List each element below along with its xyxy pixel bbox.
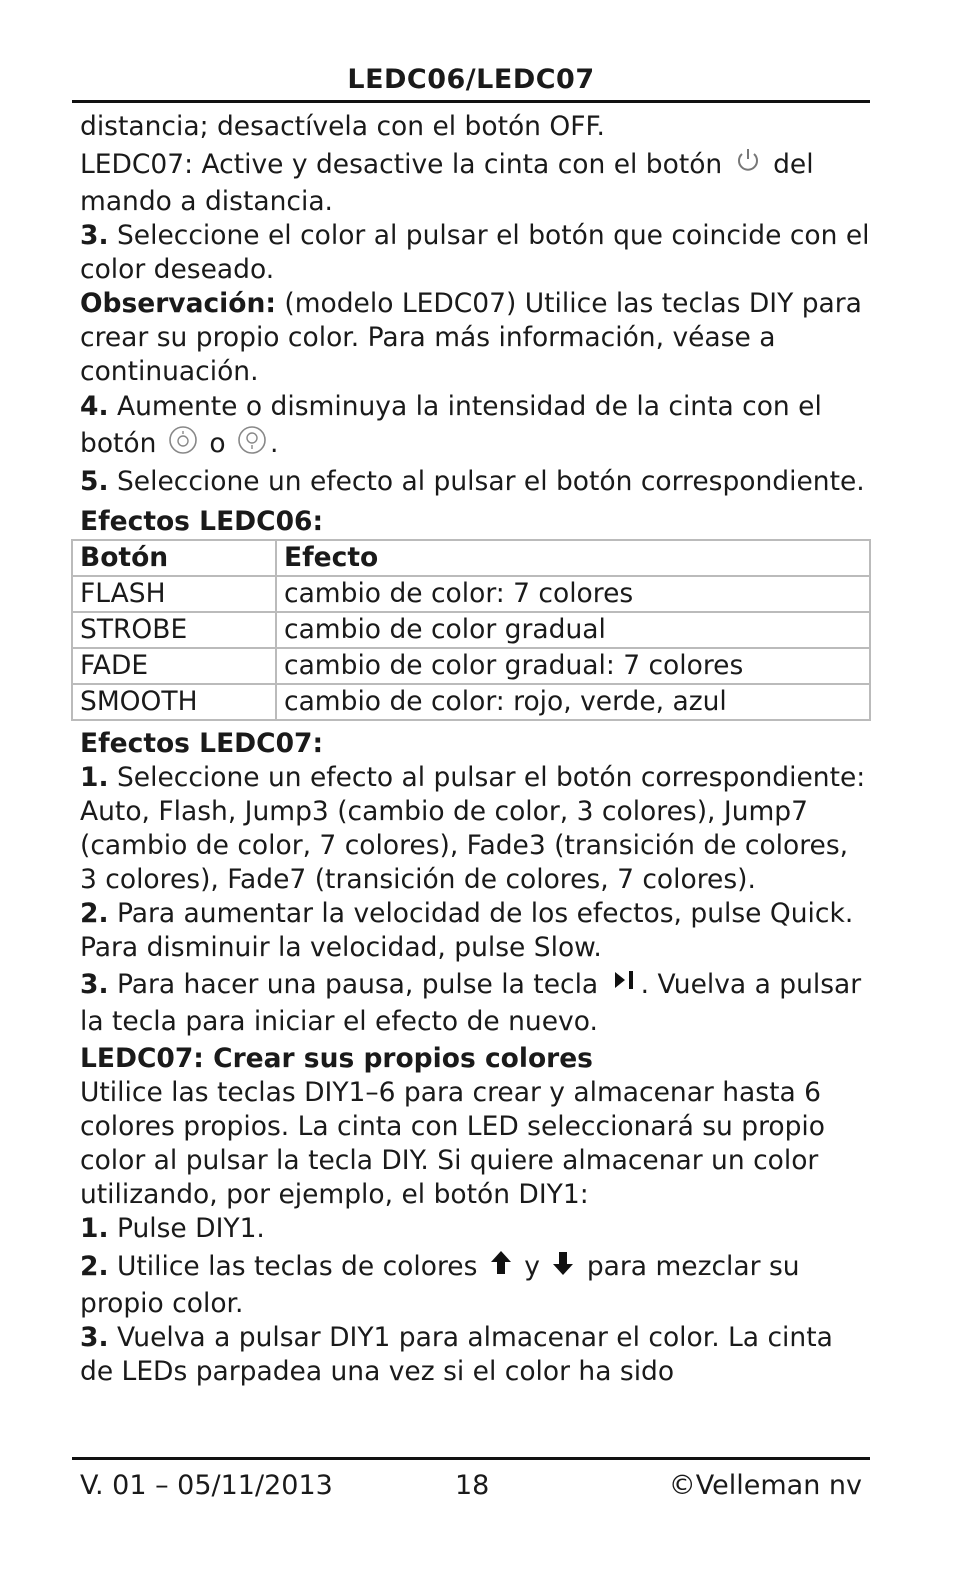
ledc07-heading: Efectos LEDC07:	[80, 728, 324, 759]
footer-version: V. 01 – 05/11/2013	[80, 1470, 333, 1501]
step: 5. Seleccione un efecto al pulsar el botón correspondiente.	[80, 466, 865, 497]
table-row	[72, 612, 870, 648]
paragraph: LEDC07: Active y desactive la cinta con el botón del mando a distancia.	[80, 146, 870, 219]
step: 3. Vuelva a pulsar DIY1 para almacenar el color. La cinta de LEDs parpadea una vez si el color ha sido	[80, 1322, 833, 1387]
table-cell: cambio de color gradual: 7 colores	[276, 648, 870, 684]
step: 2. Utilice las teclas de colores y para mezclar su propio color.	[80, 1248, 870, 1321]
effects-table	[71, 539, 871, 721]
table-row	[72, 576, 870, 612]
step: 3. Para hacer una pausa, pulse la tecla . Vuelva a pulsar la tecla para iniciar el efecto de nuevo.	[80, 966, 870, 1039]
step: 1. Pulse DIY1.	[80, 1213, 265, 1244]
table-cell: SMOOTH	[72, 684, 276, 720]
paragraph: Utilice las teclas DIY1–6 para crear y almacenar hasta 6 colores propios. La cinta con LED seleccionará su propio color al pulsar la tecla DIY. Si quiere almacenar un color utilizando, por ejemplo, el botón DIY1:	[80, 1077, 826, 1210]
paragraph: distancia; desactívela con el botón OFF.	[80, 111, 605, 142]
page-content	[80, 110, 870, 1389]
step: 1. Seleccione un efecto al pulsar el botón correspondiente: Auto, Flash, Jump3 (cambio de color, 3 colores), Jump7 (cambio de color, 7 colores), Fade3 (transición de colores, 3 colores), Fade7 (transición de colores, 7 colores).	[80, 762, 866, 895]
table-cell: cambio de color: 7 colores	[276, 576, 870, 612]
table-row	[72, 648, 870, 684]
step: 4. Aumente o disminuya la intensidad de la cinta con el botón o .	[80, 390, 870, 465]
page-header-title: LEDC06/LEDC07	[347, 64, 595, 95]
footer-copyright: ©Velleman nv	[668, 1470, 862, 1501]
step: 2. Para aumentar la velocidad de los efectos, pulse Quick. Para disminuir la velocidad, pulse Slow.	[80, 898, 854, 963]
note: Observación: (modelo LEDC07) Utilice las teclas DIY para crear su propio color. Para más información, véase a continuación.	[80, 288, 862, 387]
arrow-down-icon	[548, 1248, 578, 1287]
ledc06-heading: Efectos LEDC06:	[80, 506, 324, 537]
power-icon	[731, 146, 765, 185]
table-cell: cambio de color: rojo, verde, azul	[276, 684, 870, 720]
arrow-up-icon	[486, 1248, 516, 1287]
table-cell: STROBE	[72, 612, 276, 648]
diy-heading: LEDC07: Crear sus propios colores	[80, 1043, 593, 1074]
table-header-row	[72, 540, 870, 576]
brightness-up-icon	[165, 424, 201, 465]
table-row	[72, 684, 870, 720]
header-rule	[72, 100, 870, 103]
brightness-down-icon	[234, 424, 270, 465]
footer-rule	[72, 1457, 870, 1460]
table-header-cell: Efecto	[276, 540, 870, 576]
footer-page-number: 18	[455, 1470, 490, 1501]
table-header-cell: Botón	[72, 540, 276, 576]
table-cell: FADE	[72, 648, 276, 684]
table-cell: cambio de color gradual	[276, 612, 870, 648]
table-cell: FLASH	[72, 576, 276, 612]
step: 3. Seleccione el color al pulsar el botón que coincide con el color deseado.	[80, 220, 870, 285]
play-pause-icon	[607, 966, 641, 1005]
